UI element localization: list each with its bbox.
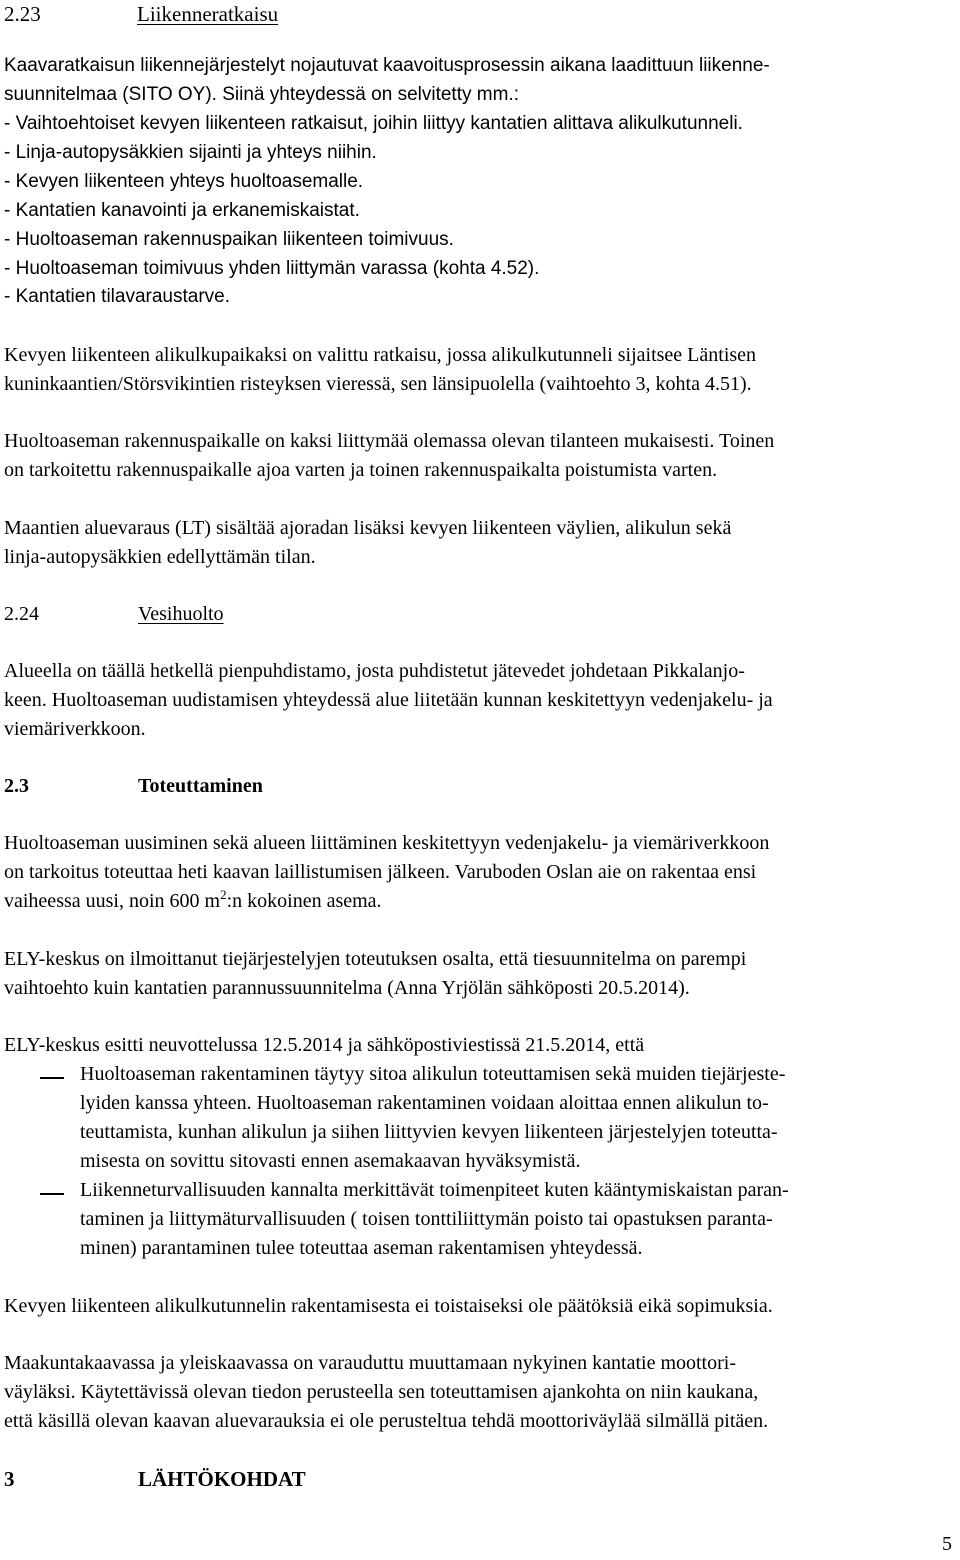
paragraph-line: linja-autopysäkkien edellyttämän tilan. <box>4 546 316 568</box>
paragraph-line: Huoltoaseman rakennuspaikalle on kaksi liittymää olemassa olevan tilanteen mukaisesti. Toinen <box>4 430 775 452</box>
paragraph-line: Kevyen liikenteen alikulkupaikaksi on valittu ratkaisu, jossa alikulkutunneli sijaitsee Läntisen <box>4 344 757 366</box>
superscript: 2 <box>220 887 227 902</box>
paragraph-line: ELY-keskus on ilmoittanut tiejärjestelyjen toteutuksen osalta, että tiesuunnitelma on parempi <box>4 948 747 970</box>
paragraph-line: on tarkoitettu rakennuspaikalle ajoa varten ja toinen rakennuspaikalta poistumista varten. <box>4 459 718 481</box>
bullet-line: taminen ja liittymäturvallisuuden ( toisen tonttiliittymän poisto tai opastuksen paranta- <box>80 1208 773 1230</box>
dash-bullet-icon <box>40 1077 64 1079</box>
paragraph-line: keen. Huoltoaseman uudistamisen yhteydessä alue liitetään kunnan keskitettyyn vedenjakelu- ja <box>4 689 773 711</box>
paragraph-line: Alueella on täällä hetkellä pienpuhdistamo, josta puhdistetut jätevedet johdetaan Pikkalanjo- <box>4 660 745 682</box>
section-title-3: LÄHTÖKOHDAT <box>138 1467 306 1491</box>
bullet-line: minen) parantaminen tulee toteuttaa aseman rakentamisen yhteydessä. <box>80 1237 643 1259</box>
section-number-2-23: 2.23 <box>4 2 41 26</box>
dash-bullet-icon <box>40 1193 64 1195</box>
paragraph-line: Huoltoaseman uusiminen sekä alueen liittäminen keskitettyyn vedenjakelu- ja viemäriverkkoon <box>4 832 770 854</box>
paragraph-line: ELY-keskus esitti neuvottelussa 12.5.2014 ja sähköpostiviestissä 21.5.2014, että <box>4 1034 645 1056</box>
section-number-2-3: 2.3 <box>4 775 29 797</box>
list-item: - Kantatien tilavaraustarve. <box>4 286 231 307</box>
paragraph-line: vaiheessa uusi, noin 600 $m^2:n$ kokoinen asema. <box>4 887 382 912</box>
paragraph-line: vaihtoehto kuin kantatien parannussuunnitelma (Anna Yrjölän sähköposti 20.5.2014). <box>4 977 690 999</box>
paragraph-line: Kevyen liikenteen alikulkutunnelin rakentamisesta ei toistaiseksi ole päätöksiä eikä sopimuksia. <box>4 1295 773 1317</box>
section-title-2-24: Vesihuolto <box>138 603 224 625</box>
paragraph-line: Maakuntakaavassa ja yleiskaavassa on varauduttu muuttamaan nykyinen kantatie moottori- <box>4 1352 736 1374</box>
list-item: - Kevyen liikenteen yhteys huoltoasemalle. <box>4 171 364 192</box>
paragraph-line: että käsillä olevan kaavan aluevarauksia ei ole perusteltua tehdä moottoriväylää silmällä pitäen. <box>4 1410 769 1432</box>
paragraph-line: kuninkaantien/Störsvikintien risteyksen vieressä, sen länsipuolella (vaihtoehto 3, kohta 4.51). <box>4 373 752 395</box>
bullet-line: misesta on sovittu sitovasti ennen asemakaavan hyväksymistä. <box>80 1150 581 1172</box>
section-number-2-24: 2.24 <box>4 603 39 625</box>
section-number-3: 3 <box>4 1467 15 1491</box>
list-item: - Linja-autopysäkkien sijainti ja yhteys niihin. <box>4 142 377 163</box>
list-item: - Vaihtoehtoiset kevyen liikenteen ratkaisut, joihin liittyy kantatien alittava alikulkutunneli. <box>4 113 743 134</box>
section-title-2-3: Toteuttaminen <box>138 775 263 797</box>
bullet-line: Huoltoaseman rakentaminen täytyy sitoa alikulun toteuttamisen sekä muiden tiejärjeste- <box>80 1063 786 1085</box>
intro-line-1: Kaavaratkaisun liikennejärjestelyt nojautuvat kaavoitusprosessin aikana laadittuun liikenne- <box>4 55 770 76</box>
paragraph-line: Maantien aluevaraus (LT) sisältää ajoradan lisäksi kevyen liikenteen väylien, alikulun sekä <box>4 517 732 539</box>
list-item: - Kantatien kanavointi ja erkanemiskaistat. <box>4 200 360 221</box>
paragraph-line: on tarkoitus toteuttaa heti kaavan laillistumisen jälkeen. Varuboden Oslan aie on rakentaa ensi <box>4 861 757 883</box>
intro-line-2: suunnitelmaa (SITO OY). Siinä yhteydessä on selvitetty mm.: <box>4 84 519 105</box>
page-number: 5 <box>942 1533 952 1555</box>
paragraph-line: viemäriverkkoon. <box>4 718 146 740</box>
bullet-line: teuttamista, kunhan alikulun ja siihen liittyvien kevyen liikenteen järjestelyjen toteutta- <box>80 1121 778 1143</box>
paragraph-line: väyläksi. Käytettävissä olevan tiedon perusteella sen toteuttamisen ajankohta on niin kaukana, <box>4 1381 759 1403</box>
bullet-line: Liikenneturvallisuuden kannalta merkittävät toimenpiteet kuten kääntymiskaistan paran- <box>80 1179 789 1201</box>
list-item: - Huoltoaseman toimivuus yhden liittymän varassa (kohta 4.52). <box>4 258 540 279</box>
bullet-line: lyiden kanssa yhteen. Huoltoaseman rakentaminen voidaan aloittaa ennen alikulun to- <box>80 1092 769 1114</box>
section-title-2-23: Liikenneratkaisu <box>137 2 279 26</box>
list-item: - Huoltoaseman rakennuspaikan liikenteen toimivuus. <box>4 229 454 250</box>
